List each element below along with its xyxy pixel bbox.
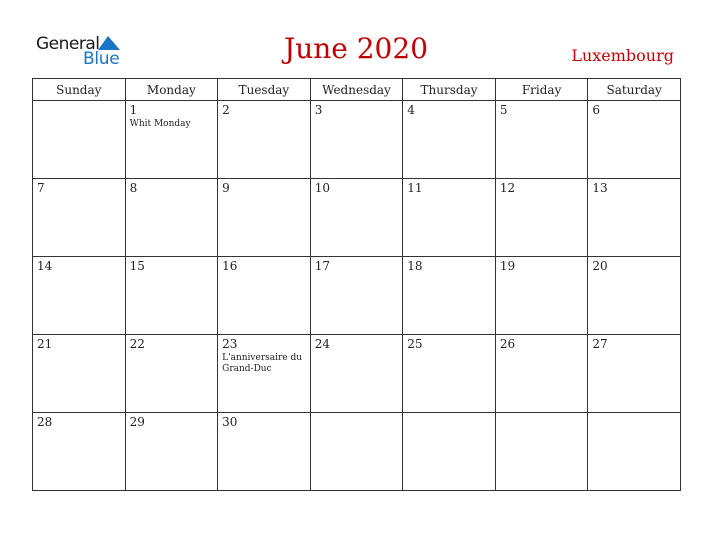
day-cell[interactable] xyxy=(310,257,403,335)
day-number xyxy=(311,413,403,415)
day-cell[interactable] xyxy=(218,101,311,179)
day-cell[interactable] xyxy=(218,257,311,335)
day-number: 15 xyxy=(129,259,145,273)
day-number xyxy=(403,413,495,415)
day-cell[interactable] xyxy=(588,257,681,335)
day-cell[interactable] xyxy=(310,335,403,413)
weekday-header: Thursday xyxy=(403,79,496,101)
day-number: 21 xyxy=(37,337,53,351)
day-cell[interactable] xyxy=(588,413,681,491)
day-cell[interactable] xyxy=(403,101,496,179)
day-cell[interactable] xyxy=(33,101,126,179)
day-cell[interactable] xyxy=(403,413,496,491)
day-number: 24 xyxy=(314,337,330,351)
day-cell[interactable] xyxy=(495,101,588,179)
day-cell[interactable] xyxy=(588,179,681,257)
day-number: 4 xyxy=(407,103,415,117)
holiday-label: L'anniversaire du Grand-Duc xyxy=(222,353,303,374)
weekday-header: Monday xyxy=(125,79,218,101)
day-cell[interactable] xyxy=(218,335,311,413)
day-number: 11 xyxy=(407,181,423,195)
week-row xyxy=(33,101,681,179)
day-number: 18 xyxy=(407,259,423,273)
day-number: 16 xyxy=(222,259,238,273)
day-cell[interactable] xyxy=(218,413,311,491)
week-row xyxy=(33,413,681,491)
day-number: 1 xyxy=(129,103,138,117)
day-number: 22 xyxy=(129,337,145,351)
day-number: 9 xyxy=(222,181,230,195)
day-number: 13 xyxy=(592,181,608,195)
day-number: 3 xyxy=(314,103,323,117)
week-row xyxy=(33,257,681,335)
day-number: 29 xyxy=(129,415,145,429)
day-number: 30 xyxy=(222,415,238,429)
day-cell[interactable] xyxy=(33,335,126,413)
week-row xyxy=(33,335,681,413)
day-number xyxy=(33,101,125,103)
day-number: 7 xyxy=(37,181,45,195)
page-title: June 2020 xyxy=(283,32,429,65)
day-cell[interactable] xyxy=(33,413,126,491)
day-number: 12 xyxy=(499,181,516,195)
day-number: 10 xyxy=(314,181,330,195)
day-number: 28 xyxy=(37,415,53,429)
day-cell[interactable] xyxy=(310,101,403,179)
day-cell[interactable] xyxy=(495,257,588,335)
day-number: 23 xyxy=(222,337,238,351)
country-label: Luxembourg xyxy=(571,46,674,65)
day-cell[interactable] xyxy=(310,179,403,257)
weekday-header: Friday xyxy=(495,79,588,101)
weekday-header: Wednesday xyxy=(310,79,403,101)
logo-word-blue: Blue xyxy=(83,49,120,69)
day-cell[interactable] xyxy=(495,179,588,257)
day-number: 6 xyxy=(592,103,601,117)
day-cell[interactable] xyxy=(125,413,218,491)
day-cell[interactable] xyxy=(403,335,496,413)
day-cell[interactable] xyxy=(33,257,126,335)
day-cell[interactable] xyxy=(310,413,403,491)
weekday-header: Tuesday xyxy=(218,79,311,101)
logo-word-general: General xyxy=(36,34,100,54)
day-number: 14 xyxy=(37,259,53,273)
weekday-header: Sunday xyxy=(33,79,126,101)
day-cell[interactable] xyxy=(125,335,218,413)
day-number: 20 xyxy=(592,259,608,273)
calendar-grid xyxy=(32,78,681,491)
day-cell[interactable] xyxy=(218,179,311,257)
day-number: 2 xyxy=(222,103,230,117)
day-cell[interactable] xyxy=(125,257,218,335)
day-cell[interactable] xyxy=(588,335,681,413)
day-cell[interactable] xyxy=(125,101,218,179)
day-number: 17 xyxy=(314,259,330,273)
day-number: 27 xyxy=(592,337,608,351)
day-number xyxy=(496,413,588,415)
day-cell[interactable] xyxy=(125,179,218,257)
holiday-label: Whit Monday xyxy=(129,119,191,129)
day-number: 5 xyxy=(499,103,508,117)
day-number xyxy=(588,413,680,415)
day-number: 8 xyxy=(129,181,138,195)
day-number: 26 xyxy=(499,337,516,351)
weekday-header: Saturday xyxy=(588,79,681,101)
day-cell[interactable] xyxy=(403,257,496,335)
day-cell[interactable] xyxy=(403,179,496,257)
day-number: 19 xyxy=(499,259,516,273)
weekday-header-row xyxy=(33,79,681,101)
day-cell[interactable] xyxy=(588,101,681,179)
day-number: 25 xyxy=(407,337,423,351)
day-cell[interactable] xyxy=(495,335,588,413)
day-cell[interactable] xyxy=(33,179,126,257)
day-cell[interactable] xyxy=(495,413,588,491)
week-row xyxy=(33,179,681,257)
